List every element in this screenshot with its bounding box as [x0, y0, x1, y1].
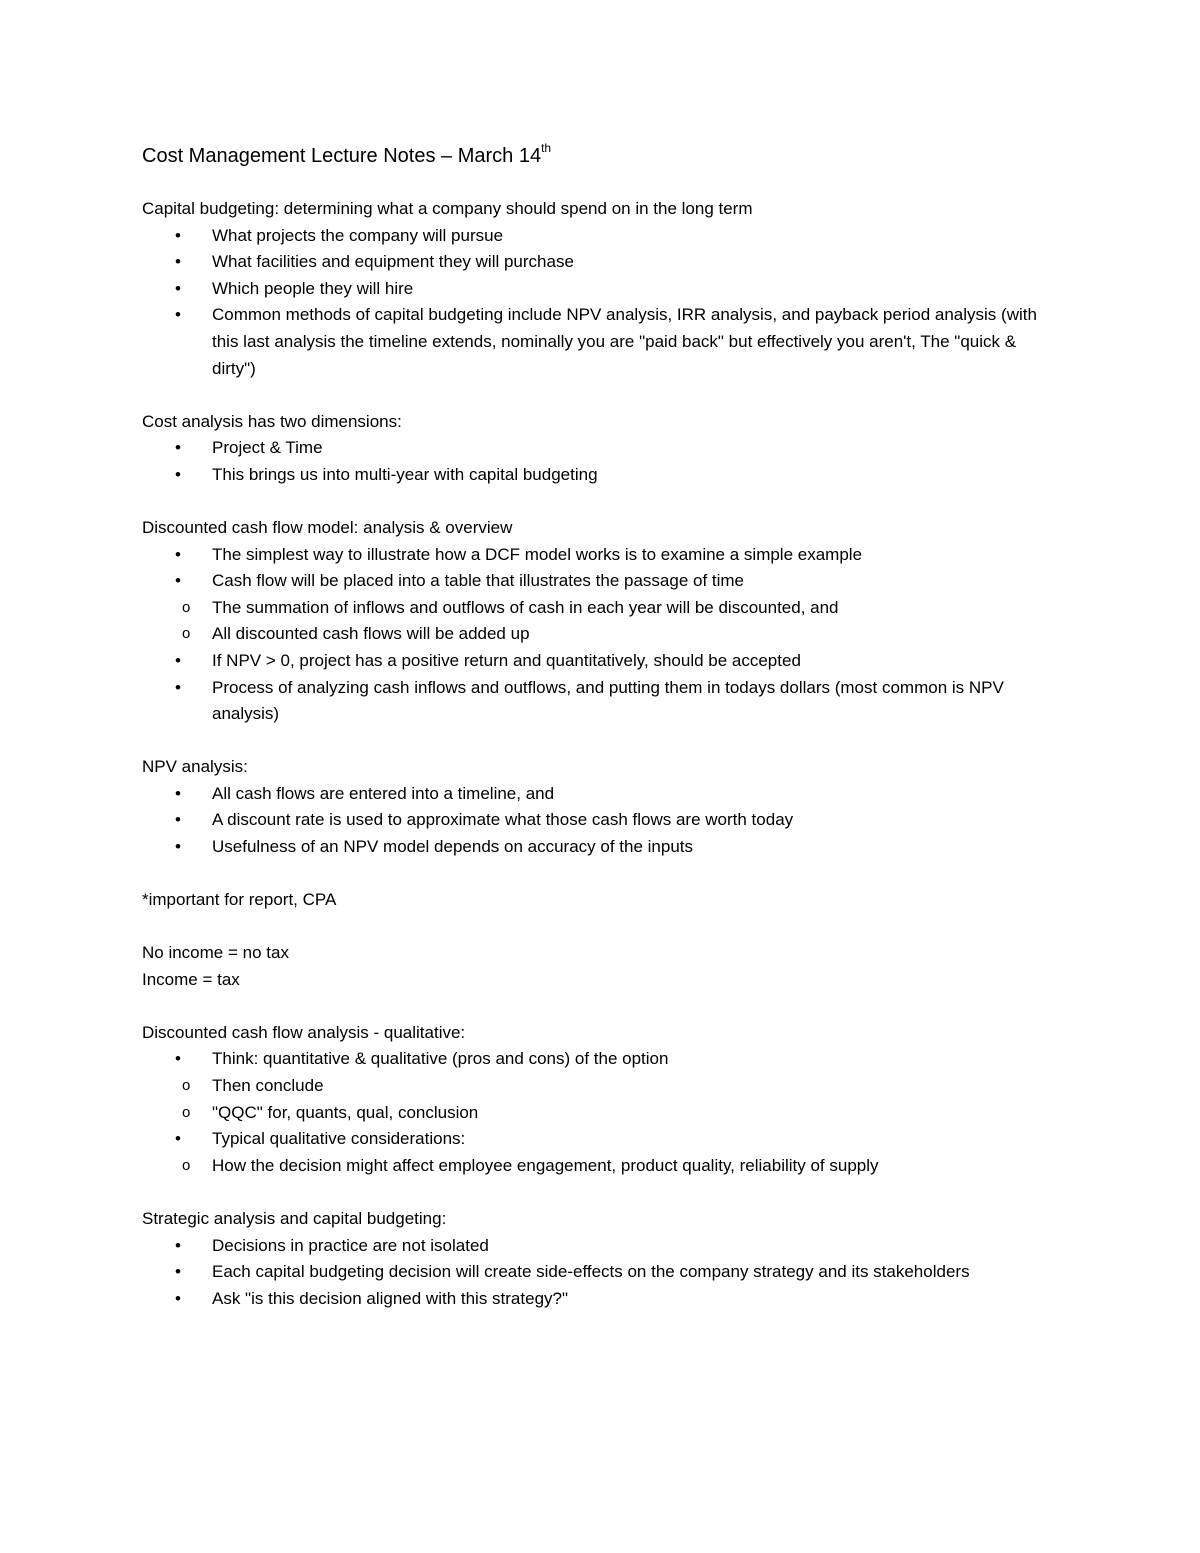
notes-section	[142, 196, 1042, 382]
sections-group-a	[142, 196, 1042, 861]
bullet-item	[142, 1233, 1042, 1260]
bullet-item	[142, 1046, 1042, 1073]
bullet-icon: •	[175, 278, 181, 298]
bullet-item	[142, 435, 1042, 462]
tax-line: Income = tax	[142, 969, 240, 989]
bullet-icon: •	[175, 836, 181, 856]
sub-list-wrapper	[142, 595, 1042, 648]
bullet-item	[142, 1259, 1042, 1286]
bullet-text: All cash flows are entered into a timeline, and	[212, 783, 555, 803]
sub-bullet-item	[142, 1153, 1042, 1180]
sub-bullet-list	[142, 1153, 1042, 1180]
hollow-bullet-icon: o	[182, 1103, 191, 1121]
sub-bullet-item	[142, 621, 1042, 648]
title-superscript: th	[541, 141, 552, 156]
bullet-icon: •	[175, 544, 181, 564]
hollow-bullet-icon: o	[182, 598, 191, 616]
bullet-list	[142, 1233, 1042, 1313]
bullet-item	[142, 1126, 1042, 1153]
bullet-icon: •	[175, 225, 181, 245]
sub-bullet-list	[142, 1073, 1042, 1126]
bullet-list	[142, 542, 1042, 728]
notes-section	[142, 754, 1042, 860]
bullet-text: Decisions in practice are not isolated	[212, 1235, 489, 1255]
bullet-icon: •	[175, 1235, 181, 1255]
bullet-item	[142, 568, 1042, 595]
sub-bullet-text: How the decision might affect employee engagement, product quality, reliability of supply	[212, 1155, 879, 1175]
important-note: *important for report, CPA	[142, 890, 337, 910]
section-heading: NPV analysis:	[142, 757, 248, 777]
hollow-bullet-icon: o	[182, 625, 191, 643]
bullet-list	[142, 435, 1042, 488]
bullet-item	[142, 1286, 1042, 1313]
section-heading: Strategic analysis and capital budgeting:	[142, 1208, 447, 1228]
tax-notes-block	[142, 940, 1042, 993]
important-note-block	[142, 887, 1042, 914]
page-title	[142, 143, 1042, 169]
bullet-list	[142, 781, 1042, 861]
document-content	[142, 143, 1042, 1339]
sub-bullet-item	[142, 1073, 1042, 1100]
bullet-text: Usefulness of an NPV model depends on accuracy of the inputs	[212, 836, 694, 856]
bullet-icon: •	[175, 650, 181, 670]
bullet-item	[142, 648, 1042, 675]
bullet-icon: •	[175, 1262, 181, 1282]
bullet-icon: •	[175, 438, 181, 458]
bullet-item	[142, 276, 1042, 303]
bullet-icon: •	[175, 571, 181, 591]
sub-bullet-list	[142, 595, 1042, 648]
bullet-item	[142, 781, 1042, 808]
bullet-text: Ask "is this decision aligned with this strategy?"	[212, 1288, 569, 1308]
bullet-item	[142, 542, 1042, 569]
bullet-text: Project & Time	[212, 438, 323, 458]
bullet-icon: •	[175, 677, 181, 697]
bullet-text: Typical qualitative considerations:	[212, 1129, 466, 1149]
notes-section	[142, 515, 1042, 728]
sub-bullet-text: Then conclude	[212, 1076, 324, 1096]
bullet-text: Common methods of capital budgeting include NPV analysis, IRR analysis, and payback period analysis (with this last analysis the timeline extends, nominally you are "paid back" but effectively you aren't, The "quick & dirty")	[212, 305, 1037, 378]
notes-section	[142, 1206, 1042, 1312]
bullet-icon: •	[175, 1049, 181, 1069]
bullet-item	[142, 302, 1042, 382]
hollow-bullet-icon: o	[182, 1156, 191, 1174]
hollow-bullet-icon: o	[182, 1077, 191, 1095]
title-text: Cost Management Lecture Notes – March 14	[142, 145, 542, 167]
sub-list-wrapper	[142, 1073, 1042, 1126]
bullet-icon: •	[175, 252, 181, 272]
sub-bullet-text: "QQC" for, quants, qual, conclusion	[212, 1102, 479, 1122]
section-heading: Capital budgeting: determining what a company should spend on in the long term	[142, 199, 753, 218]
bullet-icon: •	[175, 783, 181, 803]
bullet-list	[142, 223, 1042, 383]
bullet-item	[142, 249, 1042, 276]
section-heading: Discounted cash flow model: analysis & overview	[142, 517, 513, 537]
sections-group-b	[142, 1020, 1042, 1312]
bullet-item	[142, 223, 1042, 250]
bullet-text: Each capital budgeting decision will create side-effects on the company strategy and its stakeholders	[212, 1262, 970, 1282]
tax-line: No income = no tax	[142, 943, 289, 963]
bullet-text: This brings us into multi-year with capital budgeting	[212, 464, 598, 484]
bullet-text: The simplest way to illustrate how a DCF model works is to examine a simple example	[212, 544, 863, 564]
bullet-icon: •	[175, 810, 181, 830]
bullet-text: Which people they will hire	[212, 278, 414, 298]
section-heading: Discounted cash flow analysis - qualitative:	[142, 1022, 466, 1042]
bullet-text: If NPV > 0, project has a positive return and quantitatively, should be accepted	[212, 650, 801, 670]
sub-bullet-text: The summation of inflows and outflows of cash in each year will be discounted, and	[212, 597, 839, 617]
bullet-item	[142, 462, 1042, 489]
bullet-text: What projects the company will pursue	[212, 225, 504, 245]
bullet-text: A discount rate is used to approximate what those cash flows are worth today	[212, 810, 794, 830]
bullet-icon: •	[175, 1288, 181, 1308]
sub-bullet-item	[142, 595, 1042, 622]
bullet-icon: •	[175, 305, 181, 325]
section-heading: Cost analysis has two dimensions:	[142, 411, 402, 431]
sub-bullet-text: All discounted cash flows will be added up	[212, 624, 530, 644]
bullet-item	[142, 675, 1042, 728]
notes-section	[142, 409, 1042, 489]
sub-list-wrapper	[142, 1153, 1042, 1180]
bullet-text: What facilities and equipment they will purchase	[212, 252, 574, 272]
bullet-item	[142, 807, 1042, 834]
bullet-text: Think: quantitative & qualitative (pros and cons) of the option	[212, 1049, 669, 1069]
notes-section	[142, 1020, 1042, 1180]
sub-bullet-item	[142, 1100, 1042, 1127]
bullet-text: Cash flow will be placed into a table that illustrates the passage of time	[212, 571, 745, 591]
bullet-icon: •	[175, 464, 181, 484]
bullet-list	[142, 1046, 1042, 1179]
bullet-item	[142, 834, 1042, 861]
bullet-icon: •	[175, 1129, 181, 1149]
bullet-text: Process of analyzing cash inflows and outflows, and putting them in todays dollars (most common is NPV analysis)	[212, 677, 1004, 724]
